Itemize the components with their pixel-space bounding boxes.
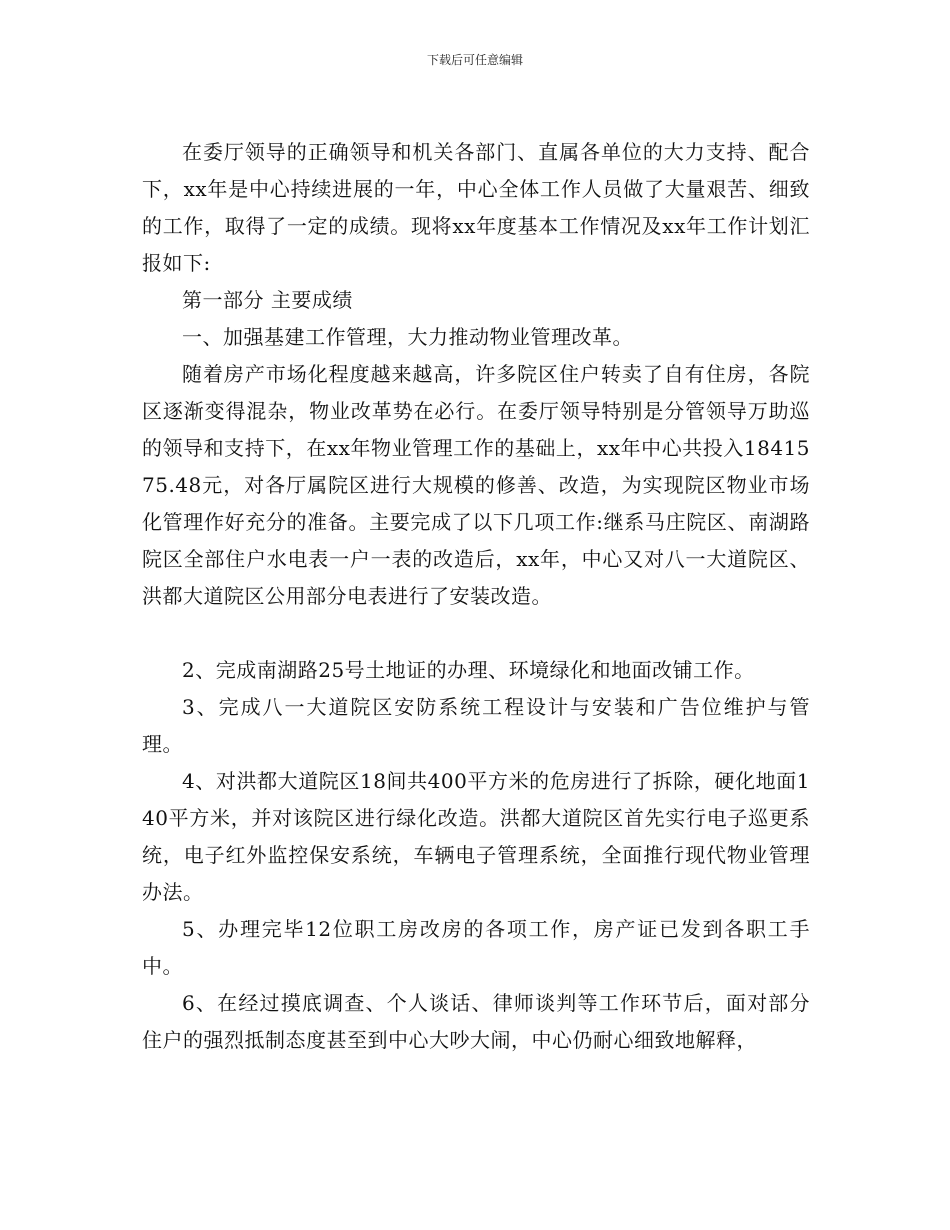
paragraph-spacer xyxy=(142,615,810,652)
list-item-4: 4、对洪都大道院区18间共400平方米的危房进行了拆除，硬化地面140平方米，并对该院区进行绿化改造。洪都大道院区首先实行电子巡更系统，电子红外监控保安系统，车辆电子管理系统，全面推行现代物业管理办法。 xyxy=(142,769,810,904)
list-item-3: 3、完成八一大道院区安防系统工程设计与安装和广告位维护与管理。 xyxy=(142,695,810,756)
list-item-6: 6、在经过摸底调查、个人谈话、律师谈判等工作环节后，面对部分住户的强烈抵制态度甚至到中心大吵大闹，中心仍耐心细致地解释， xyxy=(142,991,810,1052)
section-heading: 第一部分 主要成绩 xyxy=(182,288,353,312)
subsection-heading: 一、加强基建工作管理，大力推动物业管理改革。 xyxy=(182,325,633,349)
list-item-5: 5、办理完毕12位职工房改房的各项工作，房产证已发到各职工手中。 xyxy=(142,917,810,978)
paragraph-property-reform: 随着房产市场化程度越来越高，许多院区住户转卖了自有住房，各院区逐渐变得混杂，物业改革势在必行。在委厅领导特别是分管领导万助巡的领导和支持下，在xx年物业管理工作的基础上，xx年中心共投入1841575.48元，对各厅属院区进行大规模的修善、改造，为实现院区物业市场化管理作好充分的准备。主要完成了以下几项工作:继系马庄院区、南湖路院区全部住户水电表一户一表的改造后，xx年，中心又对八一大道院区、洪都大道院区公用部分电表进行了安装改造。 xyxy=(142,362,810,608)
list-item-2: 2、完成南湖路25号土地证的办理、环境绿化和地面改铺工作。 xyxy=(182,658,755,682)
paragraph-intro: 在委厅领导的正确领导和机关各部门、直属各单位的大力支持、配合下，xx年是中心持续进展的一年，中心全体工作人员做了大量艰苦、细致的工作，取得了一定的成绩。现将xx年度基本工作情况及xx年工作计划汇报如下: xyxy=(142,140,810,275)
document-body xyxy=(142,134,810,1059)
page-header: 下载后可任意编辑 xyxy=(426,53,523,67)
